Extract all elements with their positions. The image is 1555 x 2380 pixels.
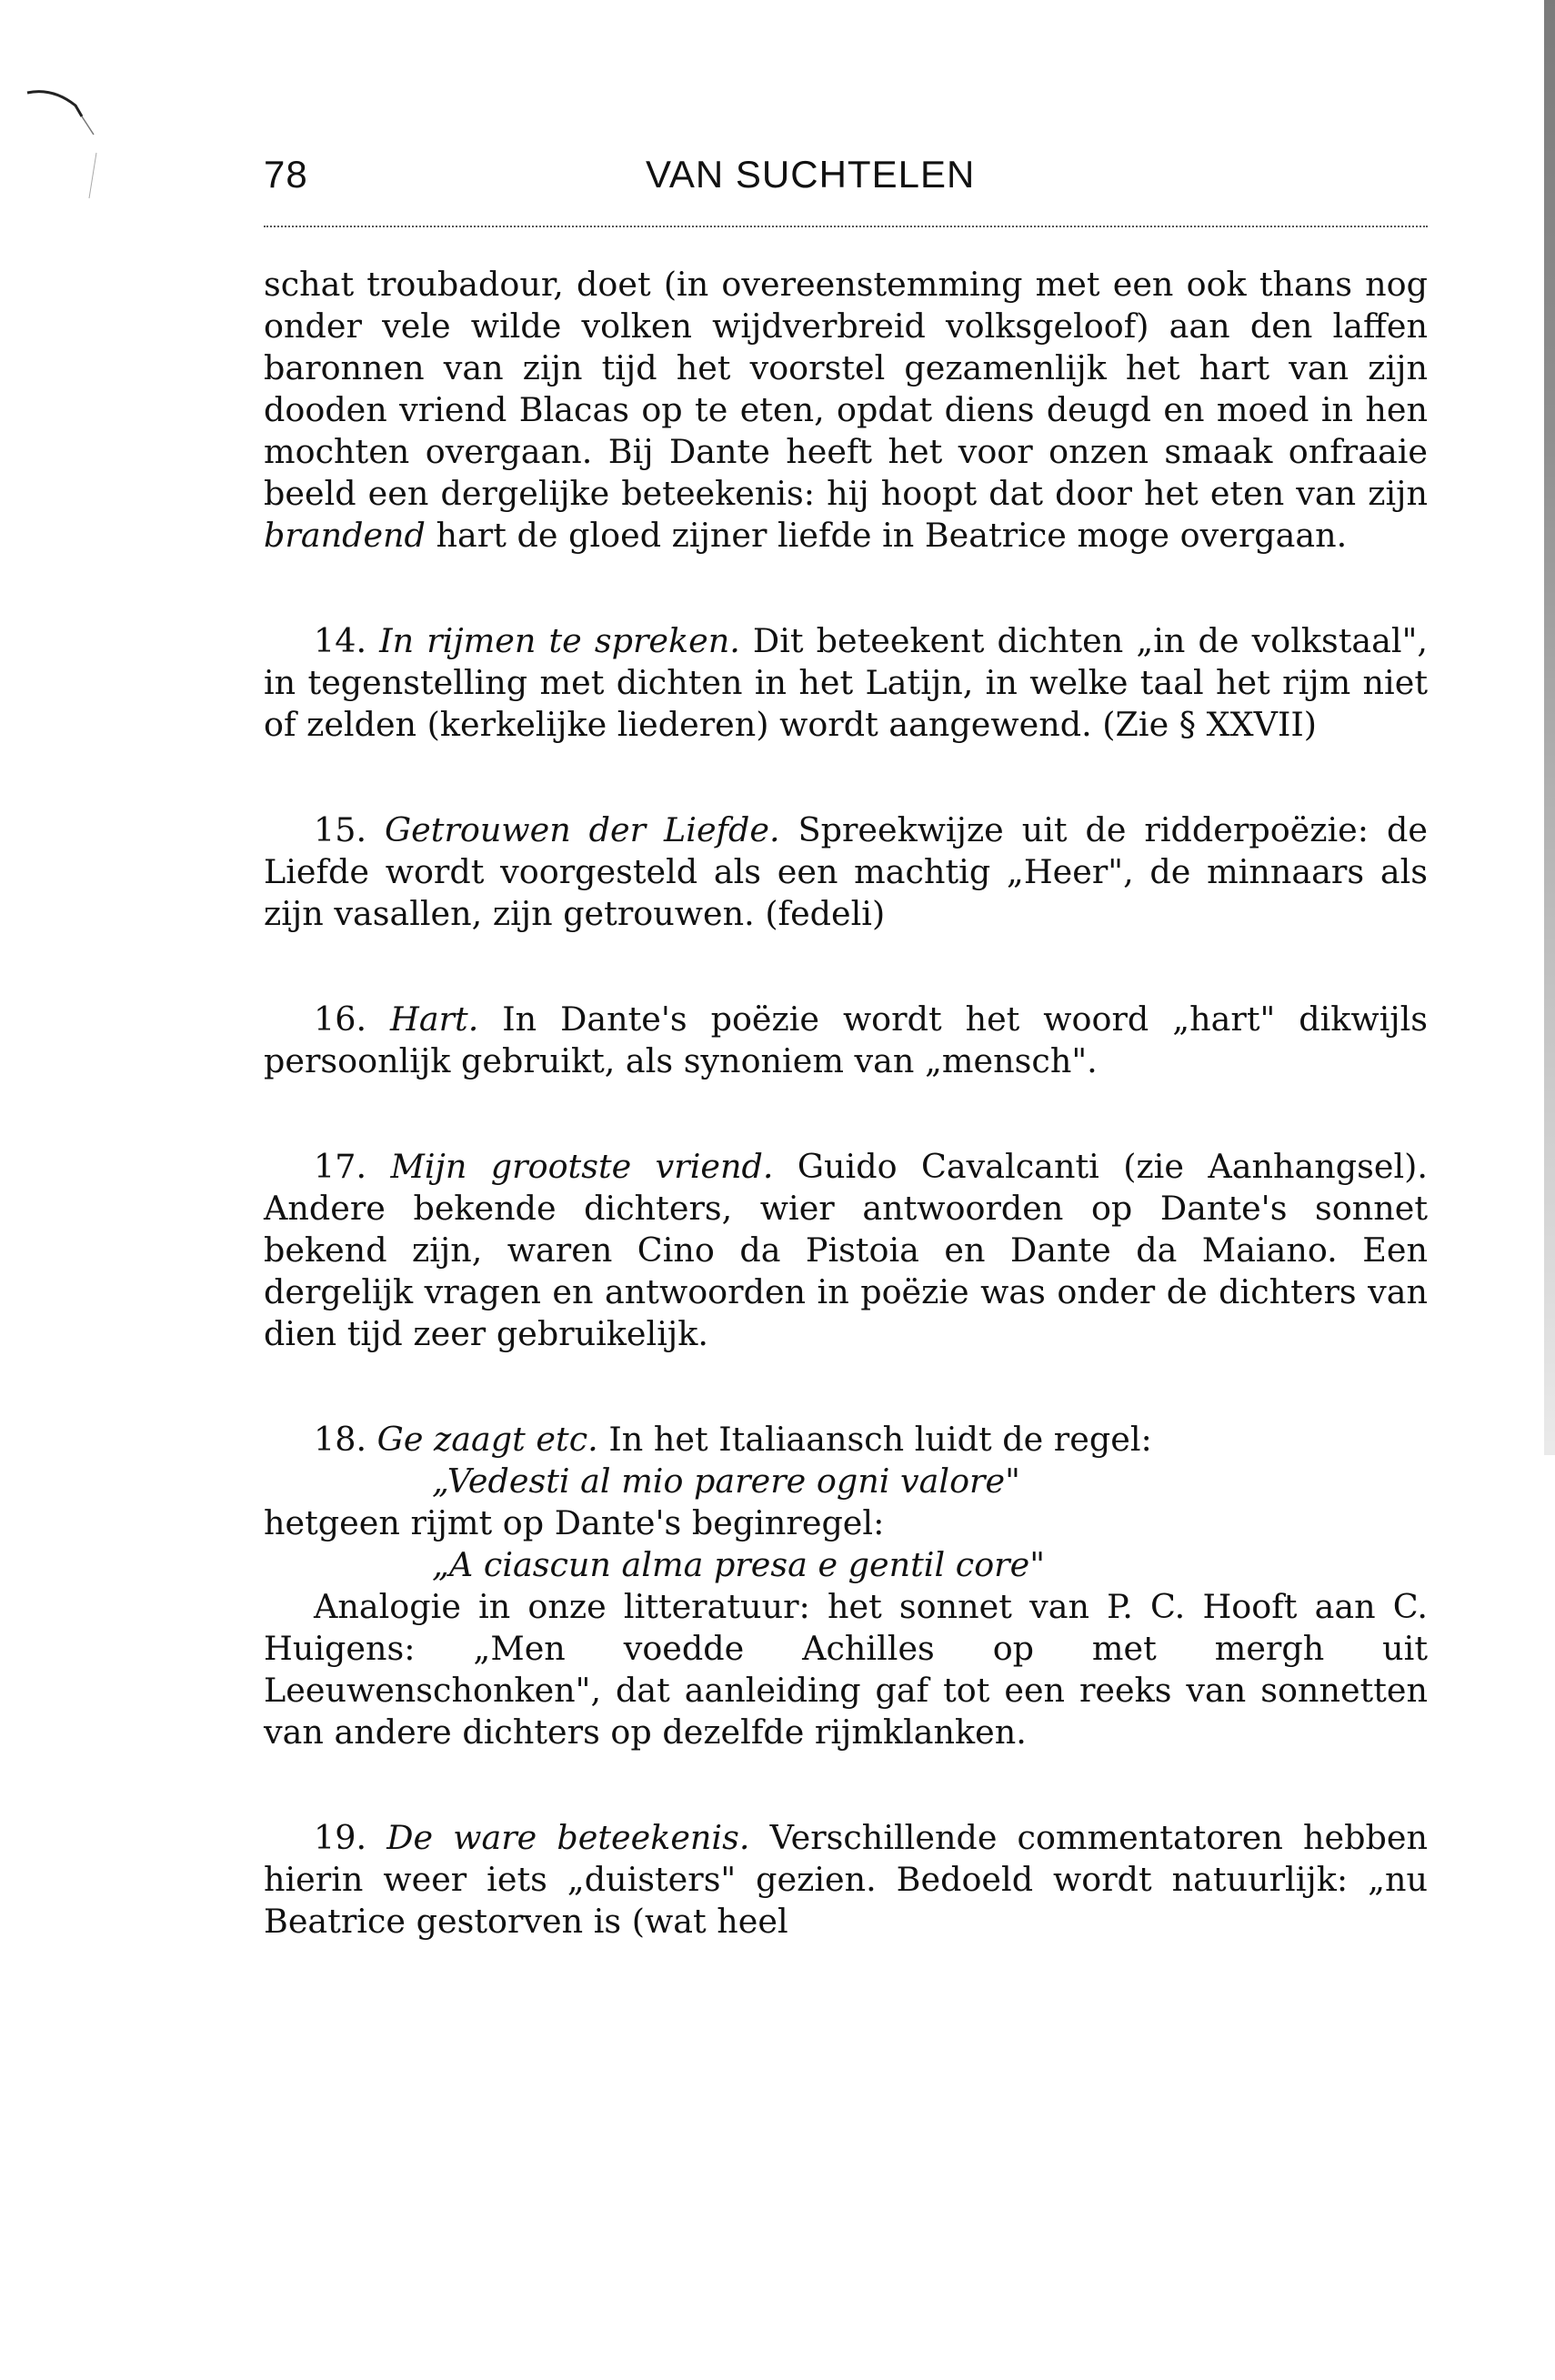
note-17 xyxy=(264,1146,1428,1355)
page-body xyxy=(264,264,1428,1943)
note-text: Verschillende commentatoren hebben hierin weer iets „duisters" gezien. Bedoeld wordt natuurlijk: „nu Beatrice gestorven is (wat heel xyxy=(264,1818,1428,1941)
book-page xyxy=(264,136,1428,1941)
note-term: Hart. xyxy=(390,999,479,1039)
note-number: 15. xyxy=(314,810,367,849)
note-text: Dit beteekent dichten „in de volkstaal", in tegenstelling met dichten in het Latijn, in welke taal het rijm niet of zelden (kerkelijke liederen) wordt aangewend. (Zie § XXVII) xyxy=(264,621,1428,744)
quote-italian-2: „A ciascun alma presa e gentil core" xyxy=(432,1545,1046,1584)
note-term: Ge zaagt etc. xyxy=(376,1420,598,1459)
note-text: In het Italiaansch luidt de regel: xyxy=(597,1420,1152,1459)
note-term: Getrouwen der Liefde. xyxy=(385,810,780,849)
page-edge-shadow xyxy=(1544,0,1555,1455)
note-text: In Dante's poëzie wordt het woord „hart" dikwijls persoonlijk gebruikt, als synoniem van „mensch". xyxy=(264,999,1428,1080)
quote-italian-1: „Vedesti al mio parere ogni valore" xyxy=(432,1461,1020,1501)
note-text: Guido Cavalcanti (zie Aanhangsel). Andere bekende dichters, wier antwoorden op Dante's sonnet bekend zijn, waren Cino da Pistoia en Dante da Maiano. Een dergelijk vragen en antwoorden in poëzie was onder de dichters van dien tijd zeer gebruikelijk. xyxy=(264,1147,1428,1353)
note-18 xyxy=(264,1419,1428,1461)
note-14 xyxy=(264,620,1428,746)
running-header xyxy=(264,136,1428,218)
note-18-analogy: Analogie in onze litteratuur: het sonnet van P. C. Hooft aan C. Huigens: „Men voedde Achilles op met mergh uit Leeuwenschonken", dat aanleiding gaf tot een reeks van sonnetten van andere dichters op dezelfde rijmklanken. xyxy=(264,1587,1428,1752)
note-16 xyxy=(264,999,1428,1082)
note-number: 17. xyxy=(314,1147,367,1186)
note-number: 16. xyxy=(314,999,367,1039)
note-19 xyxy=(264,1817,1428,1943)
note-number: 14. xyxy=(314,621,367,660)
page-number: 78 xyxy=(264,153,308,196)
running-title: VAN SUCHTELEN xyxy=(646,153,976,196)
note-term: De ware beteekenis. xyxy=(386,1818,750,1857)
intro-emphasis: brandend xyxy=(264,516,426,555)
header-rule xyxy=(264,226,1428,227)
note-18-middle: hetgeen rijmt op Dante's beginregel: xyxy=(264,1503,885,1542)
note-number: 19. xyxy=(314,1818,367,1857)
note-text: Spreekwijze uit de ridderpoëzie: de Liefde wordt voorgesteld als een machtig „Heer", de minnaars als zijn vasallen, zijn getrouwen. (fedeli) xyxy=(264,810,1428,933)
intro-text-after: hart de gloed zijner liefde in Beatrice moge overgaan. xyxy=(425,516,1348,555)
note-15 xyxy=(264,809,1428,935)
note-term: In rijmen te spreken. xyxy=(379,621,740,660)
note-number: 18. xyxy=(314,1420,367,1459)
scan-artifact-mark xyxy=(25,80,107,216)
intro-text: schat troubadour, doet (in overeenstemming met een ook thans nog onder vele wilde volken wijdverbreid volksgeloof) aan den laffen baronnen van zijn tijd het voorstel gezamenlijk het hart van zijn dooden vriend Blacas op te eten, opdat diens deugd en moed in hen mochten overgaan. Bij Dante heeft het voor onzen smaak onfraaie beeld een dergelijke beteekenis: hij hoopt dat door het eten van zijn xyxy=(264,265,1428,513)
note-term: Mijn grootste vriend. xyxy=(390,1147,774,1186)
intro-paragraph xyxy=(264,264,1428,557)
